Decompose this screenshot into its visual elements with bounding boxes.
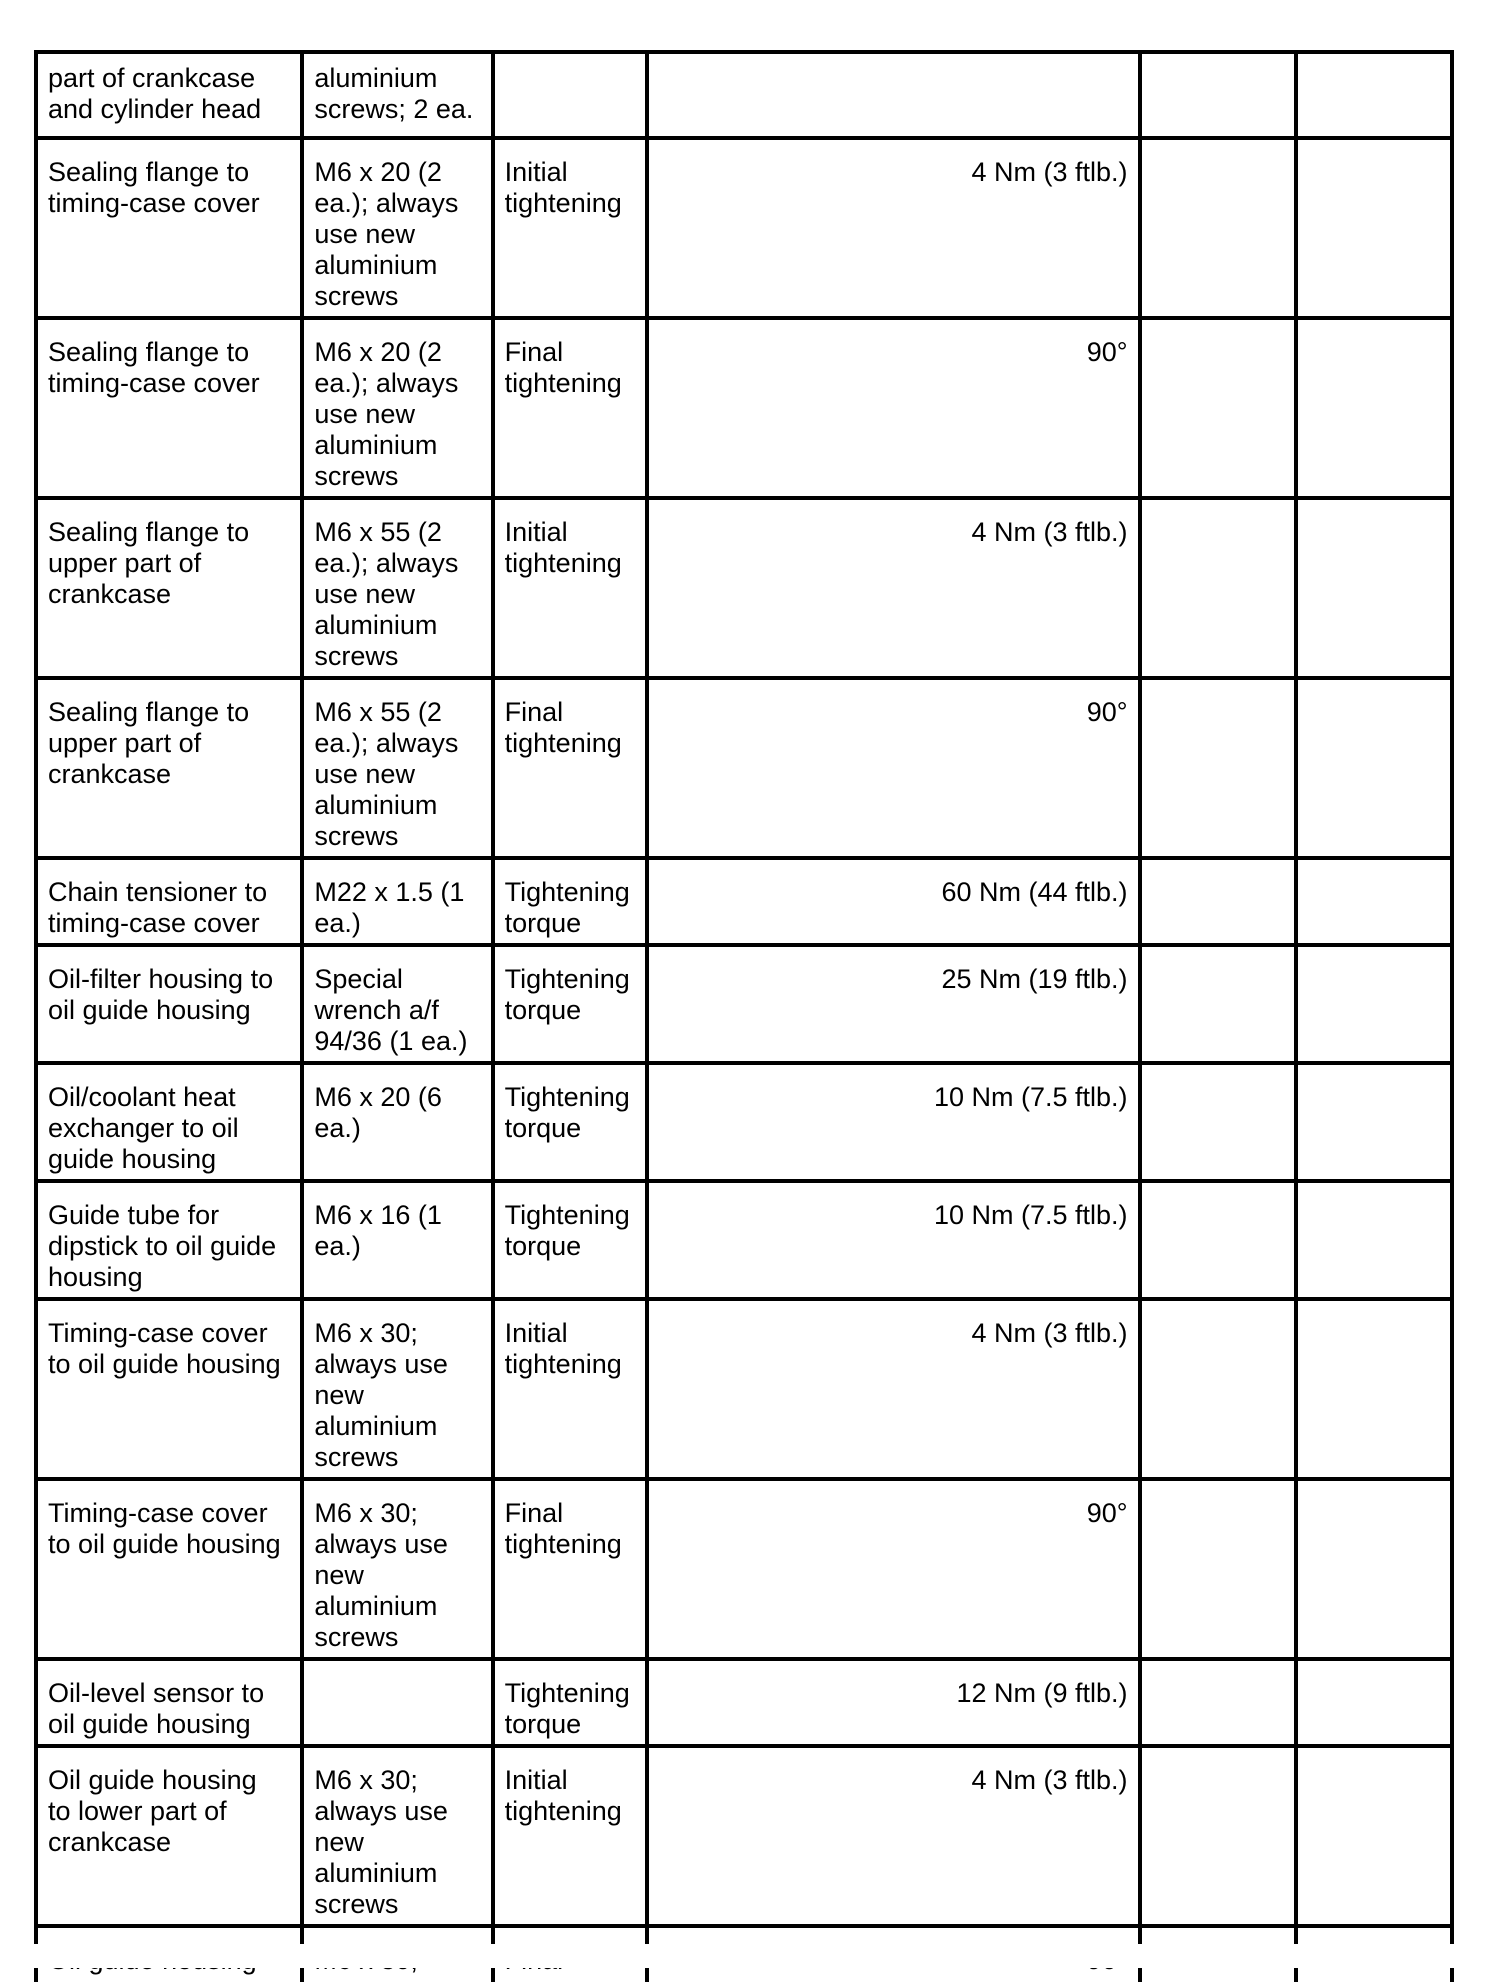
fastener-cell: M6 x 55 (2 ea.); always use new aluminium screws (302, 498, 492, 678)
extra-cell (1296, 1479, 1452, 1659)
value-cell: 12 Nm (9 ftlb.) (647, 1659, 1140, 1746)
value-cell (647, 52, 1140, 138)
extra-cell (1296, 1063, 1452, 1181)
table-row (36, 945, 1452, 1063)
page-bottom-margin (0, 1944, 1504, 1968)
extra-cell (1140, 1659, 1296, 1746)
extra-cell (1140, 1063, 1296, 1181)
table-row (36, 52, 1452, 138)
extra-cell (1140, 318, 1296, 498)
extra-cell (1296, 678, 1452, 858)
fastener-cell: M6 x 20 (2 ea.); always use new aluminium screws (302, 318, 492, 498)
extra-cell (1296, 1299, 1452, 1479)
table-row (36, 858, 1452, 945)
fastener-cell: M22 x 1.5 (1 ea.) (302, 858, 492, 945)
stage-cell (493, 52, 647, 138)
table-row (36, 678, 1452, 858)
extra-cell (1140, 945, 1296, 1063)
fastener-cell: aluminium screws; 2 ea. (302, 52, 492, 138)
fastener-cell: M6 x 20 (6 ea.) (302, 1063, 492, 1181)
table-row (36, 1659, 1452, 1746)
fastener-cell: M6 x 30; always use new aluminium screws (302, 1746, 492, 1926)
component-cell: Sealing flange to timing-case cover (36, 138, 302, 318)
extra-cell (1296, 318, 1452, 498)
stage-cell: Tightening torque (493, 858, 647, 945)
table-body (36, 52, 1452, 1982)
stage-cell: Final tightening (493, 318, 647, 498)
table-row (36, 318, 1452, 498)
stage-cell: Final tightening (493, 1479, 647, 1659)
extra-cell (1296, 1659, 1452, 1746)
component-cell: part of crankcase and cylinder head (36, 52, 302, 138)
extra-cell (1140, 498, 1296, 678)
component-cell: Oil-level sensor to oil guide housing (36, 1659, 302, 1746)
fastener-cell: M6 x 30; always use new aluminium screws (302, 1479, 492, 1659)
stage-cell: Final tightening (493, 678, 647, 858)
table-row (36, 138, 1452, 318)
component-cell: Timing-case cover to oil guide housing (36, 1299, 302, 1479)
value-cell: 90° (647, 1479, 1140, 1659)
extra-cell (1140, 858, 1296, 945)
value-cell: 10 Nm (7.5 ftlb.) (647, 1063, 1140, 1181)
extra-cell (1296, 138, 1452, 318)
table-row (36, 498, 1452, 678)
stage-cell: Tightening torque (493, 1181, 647, 1299)
extra-cell (1140, 138, 1296, 318)
table-row (36, 1299, 1452, 1479)
value-cell: 4 Nm (3 ftlb.) (647, 138, 1140, 318)
extra-cell (1296, 945, 1452, 1063)
table-row (36, 1181, 1452, 1299)
fastener-cell: M6 x 20 (2 ea.); always use new aluminium screws (302, 138, 492, 318)
extra-cell (1296, 1746, 1452, 1926)
extra-cell (1140, 1299, 1296, 1479)
table-row (36, 1479, 1452, 1659)
fastener-cell: M6 x 30; always use new aluminium screws (302, 1299, 492, 1479)
component-cell: Sealing flange to upper part of crankcase (36, 678, 302, 858)
stage-cell: Initial tightening (493, 498, 647, 678)
extra-cell (1140, 1746, 1296, 1926)
extra-cell (1140, 52, 1296, 138)
component-cell: Timing-case cover to oil guide housing (36, 1479, 302, 1659)
torque-spec-table (34, 50, 1454, 1982)
extra-cell (1296, 498, 1452, 678)
component-cell: Guide tube for dipstick to oil guide housing (36, 1181, 302, 1299)
extra-cell (1140, 1181, 1296, 1299)
component-cell: Oil/coolant heat exchanger to oil guide housing (36, 1063, 302, 1181)
stage-cell: Initial tightening (493, 1746, 647, 1926)
extra-cell (1140, 678, 1296, 858)
table-row (36, 1063, 1452, 1181)
value-cell: 4 Nm (3 ftlb.) (647, 1746, 1140, 1926)
value-cell: 60 Nm (44 ftlb.) (647, 858, 1140, 945)
value-cell: 10 Nm (7.5 ftlb.) (647, 1181, 1140, 1299)
extra-cell (1296, 858, 1452, 945)
fastener-cell (302, 1659, 492, 1746)
fastener-cell: Special wrench a/f 94/36 (1 ea.) (302, 945, 492, 1063)
extra-cell (1140, 1479, 1296, 1659)
extra-cell (1296, 52, 1452, 138)
component-cell: Chain tensioner to timing-case cover (36, 858, 302, 945)
stage-cell: Tightening torque (493, 1063, 647, 1181)
fastener-cell: M6 x 55 (2 ea.); always use new aluminium screws (302, 678, 492, 858)
table-row (36, 1746, 1452, 1926)
extra-cell (1296, 1181, 1452, 1299)
fastener-cell: M6 x 16 (1 ea.) (302, 1181, 492, 1299)
value-cell: 4 Nm (3 ftlb.) (647, 1299, 1140, 1479)
value-cell: 25 Nm (19 ftlb.) (647, 945, 1140, 1063)
value-cell: 90° (647, 318, 1140, 498)
component-cell: Oil-filter housing to oil guide housing (36, 945, 302, 1063)
component-cell: Oil guide housing to lower part of crankcase (36, 1746, 302, 1926)
stage-cell: Tightening torque (493, 945, 647, 1063)
component-cell: Sealing flange to upper part of crankcase (36, 498, 302, 678)
value-cell: 4 Nm (3 ftlb.) (647, 498, 1140, 678)
stage-cell: Initial tightening (493, 138, 647, 318)
value-cell: 90° (647, 678, 1140, 858)
stage-cell: Initial tightening (493, 1299, 647, 1479)
component-cell: Sealing flange to timing-case cover (36, 318, 302, 498)
stage-cell: Tightening torque (493, 1659, 647, 1746)
